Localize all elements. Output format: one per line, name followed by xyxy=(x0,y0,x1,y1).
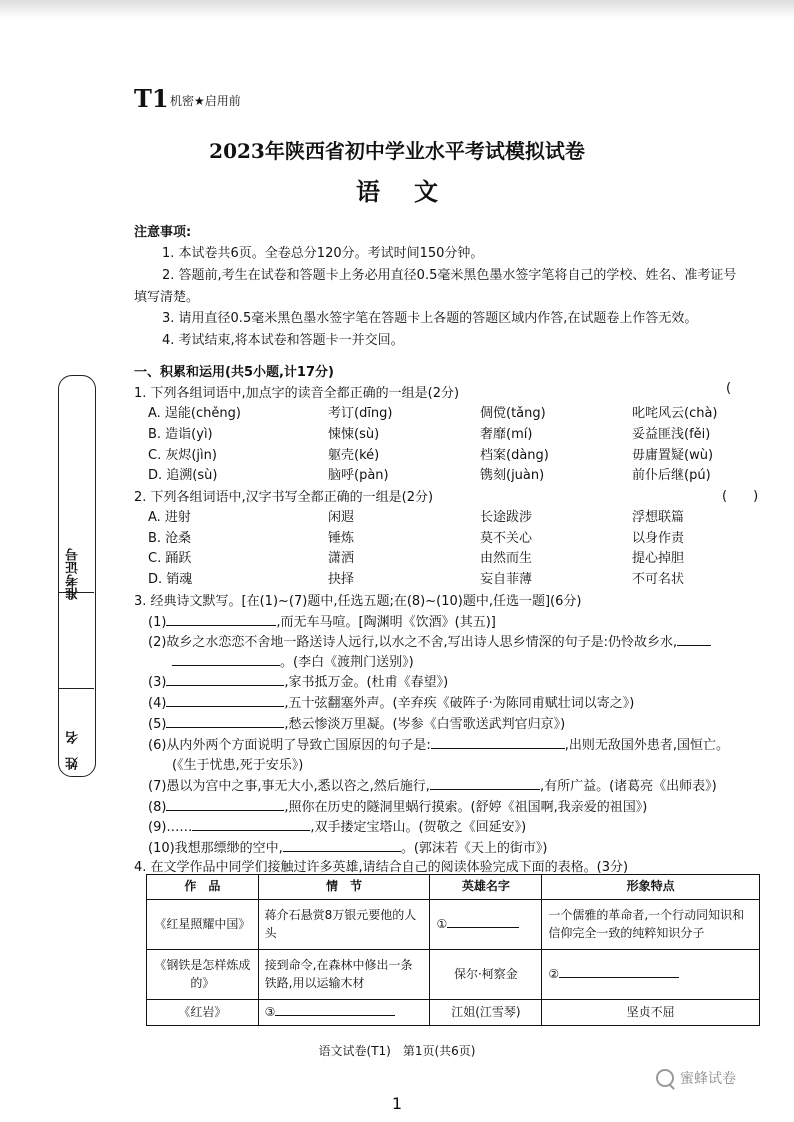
name-label: 姓 名 xyxy=(66,731,81,770)
q3-prefix: (9)…… xyxy=(148,820,193,835)
hero-table xyxy=(146,874,760,1026)
column-header: 情 节 xyxy=(258,875,430,900)
q3-line-10 xyxy=(148,837,547,856)
table-header-row xyxy=(147,875,760,900)
notes-heading: 注意事项: xyxy=(134,225,192,240)
q1-option: 毋庸置疑(wù) xyxy=(632,448,714,463)
column-header: 英雄名字 xyxy=(430,875,542,900)
q3-suffix: ,照你在历史的隧洞里蜗行摸索。(舒婷《祖国啊,我亲爱的祖国》) xyxy=(284,800,648,815)
q2-option: 由然而生 xyxy=(480,551,533,566)
q2-option: 提心掉胆 xyxy=(632,551,685,566)
scan-edge xyxy=(0,0,794,18)
q1-option: 躯壳(ké) xyxy=(328,448,380,463)
answer-paren: ( ) xyxy=(722,489,759,504)
table-cell: 坚贞不屈 xyxy=(542,1000,760,1026)
section-title: 一、积累和运用(共5小题,计17分) xyxy=(134,365,334,380)
q1-option: 档案(dàng) xyxy=(480,448,549,463)
watermark-text: 蜜蜂试卷 xyxy=(680,1071,736,1087)
answer-paren: ( xyxy=(726,381,732,396)
answer-blank[interactable] xyxy=(283,839,401,852)
q3-line-9 xyxy=(148,816,526,835)
table-cell[interactable] xyxy=(542,950,760,1000)
q3-prefix: (10)我想那缥缈的空中, xyxy=(148,841,283,856)
q2-option: 潇洒 xyxy=(328,551,355,566)
q3-line-7 xyxy=(148,775,717,794)
q3-suffix: ,五十弦翻塞外声。(辛弃疾《破阵子·为陈同甫赋壮词以寄之》) xyxy=(284,696,635,711)
q2-option: 不可名状 xyxy=(632,572,685,587)
q3-prefix: (1) xyxy=(148,615,167,630)
answer-blank[interactable] xyxy=(166,798,284,811)
q1-option: 倜傥(tǎng) xyxy=(480,406,546,421)
q3-prefix: (2)故乡之水恋恋不舍地一路送诗人远行,以水之不舍,写出诗人思乡情深的句子是:仍怜故乡水, xyxy=(148,635,678,650)
answer-blank[interactable] xyxy=(166,694,284,707)
q3-line-6 xyxy=(148,734,729,753)
q2-option: B. 沧桑 xyxy=(148,531,192,546)
q1-option: 前仆后继(pú) xyxy=(632,468,711,483)
table-cell: 《钢铁是怎样炼成的》 xyxy=(147,950,259,1000)
q1-option: C. 灰烬(jìn) xyxy=(148,448,217,463)
table-cell: 蒋介石悬赏8万银元要他的人头 xyxy=(258,900,430,950)
table-row xyxy=(147,900,760,950)
subject-title: 语文 xyxy=(356,177,472,206)
q2-option: 以身作责 xyxy=(632,531,685,546)
q1-option: B. 造诣(yì) xyxy=(148,427,213,442)
q3-suffix: ,双手搂定宝塔山。(贺敬之《回延安》) xyxy=(310,820,527,835)
column-header: 作 品 xyxy=(147,875,259,900)
table-row xyxy=(147,1000,760,1026)
answer-blank[interactable] xyxy=(275,1003,395,1016)
q3-suffix: ,而无车马喧。[陶渊明《饮酒》(其五)] xyxy=(276,615,496,630)
q3-suffix: ,家书抵万金。(杜甫《春望》) xyxy=(284,675,449,690)
q3-suffix: ,出则无敌国外患者,国恒亡。 xyxy=(564,738,730,753)
blank-marker: ③ xyxy=(264,1005,276,1020)
q3-line-3 xyxy=(148,671,448,690)
notes-item: 填写清楚。 xyxy=(134,290,200,305)
table-row xyxy=(147,950,760,1000)
q2-option: D. 销魂 xyxy=(148,572,193,587)
q3-suffix: 。(郭沫若《天上的街市》) xyxy=(400,841,548,856)
q3-line-8 xyxy=(148,796,647,815)
answer-blank[interactable] xyxy=(447,915,519,928)
q2-option: 抉择 xyxy=(328,572,355,587)
q1-option: 奢靡(mí) xyxy=(480,427,533,442)
notes-item: 3. 请用直径0.5毫米黑色墨水签字笔在答题卡上各题的答题区域内作答,在试题卷上作答无效。 xyxy=(162,311,698,326)
table-cell: 《红星照耀中国》 xyxy=(147,900,259,950)
blank-marker: ① xyxy=(436,917,448,932)
q3-prefix: (5) xyxy=(148,717,167,732)
paper-code: T1 xyxy=(134,84,169,113)
answer-blank[interactable] xyxy=(677,633,711,646)
q2-option: 锤炼 xyxy=(328,531,355,546)
exam-number-label: 准考证号 xyxy=(66,548,81,600)
q1-option: 考订(dīng) xyxy=(328,406,393,421)
q1-option: 脑呼(pàn) xyxy=(328,468,389,483)
watermark xyxy=(656,1068,736,1088)
answer-blank[interactable] xyxy=(166,673,284,686)
q3-line-2 xyxy=(148,631,711,650)
table-cell: 《红岩》 xyxy=(147,1000,259,1026)
question-2-stem: 2. 下列各组词语中,汉字书写全都正确的一组是(2分) xyxy=(134,490,434,505)
table-cell[interactable] xyxy=(258,1000,430,1026)
page-number: 1 xyxy=(391,1094,403,1113)
q3-line-6b: (《生于忧患,死于安乐》) xyxy=(172,758,304,773)
question-4-stem: 4. 在文学作品中同学们接触过许多英雄,请结合自己的阅读体验完成下面的表格。(3分) xyxy=(134,860,629,875)
q3-prefix: (6)从内外两个方面说明了导致亡国原因的句子是: xyxy=(148,738,431,753)
answer-blank[interactable] xyxy=(431,736,565,749)
answer-blank[interactable] xyxy=(172,653,280,666)
q2-option: 莫不关心 xyxy=(480,531,533,546)
table-cell: 江姐(江雪琴) xyxy=(430,1000,542,1026)
q3-suffix: ,愁云惨淡万里凝。(岑参《白雪歌送武判官归京》) xyxy=(284,717,566,732)
q3-suffix: 。(李白《渡荆门送别》) xyxy=(280,655,414,670)
q3-suffix: ,有所广益。(诸葛亮《出师表》) xyxy=(539,779,717,794)
question-1-stem: 1. 下列各组词语中,加点字的读音全都正确的一组是(2分) xyxy=(134,386,460,401)
column-header: 形象特点 xyxy=(542,875,760,900)
table-cell: 保尔·柯察金 xyxy=(430,950,542,1000)
q3-prefix: (8) xyxy=(148,800,167,815)
q1-option: 妥益匪浅(fěi) xyxy=(632,427,711,442)
answer-blank[interactable] xyxy=(192,818,310,831)
answer-blank[interactable] xyxy=(559,965,679,978)
notes-item: 2. 答题前,考生在试卷和答题卡上务必用直径0.5毫米黑色墨水签字笔将自己的学校、姓名、准考证号 xyxy=(162,268,737,283)
q1-option: D. 追溯(sù) xyxy=(148,468,218,483)
answer-blank[interactable] xyxy=(430,777,540,790)
answer-blank[interactable] xyxy=(166,715,284,728)
q3-line-2b xyxy=(172,651,414,670)
table-cell: 接到命令,在森林中修出一条铁路,用以运输木材 xyxy=(258,950,430,1000)
q2-option: 浮想联篇 xyxy=(632,510,685,525)
q3-line-5 xyxy=(148,713,565,732)
notes-item: 4. 考试结束,将本试卷和答题卡一并交回。 xyxy=(162,333,404,348)
answer-blank[interactable] xyxy=(166,613,276,626)
question-3-stem: 3. 经典诗文默写。[在(1)~(7)题中,任选五题;在(8)~(10)题中,任选一题](6分) xyxy=(134,594,582,609)
q3-line-1 xyxy=(148,611,496,630)
blank-marker: ② xyxy=(548,967,560,982)
q2-option: 妄自菲薄 xyxy=(480,572,533,587)
notes-item: 1. 本试卷共6页。全卷总分120分。考试时间150分钟。 xyxy=(162,246,484,261)
q1-option: 叱咤风云(chà) xyxy=(632,406,718,421)
q1-option: 悚悚(sù) xyxy=(328,427,380,442)
q3-prefix: (7)愚以为宫中之事,事无大小,悉以咨之,然后施行, xyxy=(148,779,430,794)
q3-prefix: (3) xyxy=(148,675,167,690)
q2-option: C. 踊跃 xyxy=(148,551,192,566)
table-cell: 一个儒雅的革命者,一个行动同知识和信仰完全一致的纯粹知识分子 xyxy=(542,900,760,950)
q2-option: 长途跋涉 xyxy=(480,510,533,525)
table-cell[interactable] xyxy=(430,900,542,950)
q2-option: 闲遐 xyxy=(328,510,355,525)
q1-option: A. 逞能(chěng) xyxy=(148,406,241,421)
q3-line-4 xyxy=(148,692,634,711)
search-icon xyxy=(656,1069,674,1087)
binding-divider xyxy=(58,688,94,689)
confidential-label: 机密★启用前 xyxy=(170,94,241,108)
q3-prefix: (4) xyxy=(148,696,167,711)
q1-option: 镌刻(juàn) xyxy=(480,468,545,483)
q2-option: A. 进射 xyxy=(148,510,191,525)
exam-title: 2023年陕西省初中学业水平考试模拟试卷 xyxy=(209,139,585,163)
page-footer: 语文试卷(T1) 第1页(共6页) xyxy=(318,1044,476,1058)
